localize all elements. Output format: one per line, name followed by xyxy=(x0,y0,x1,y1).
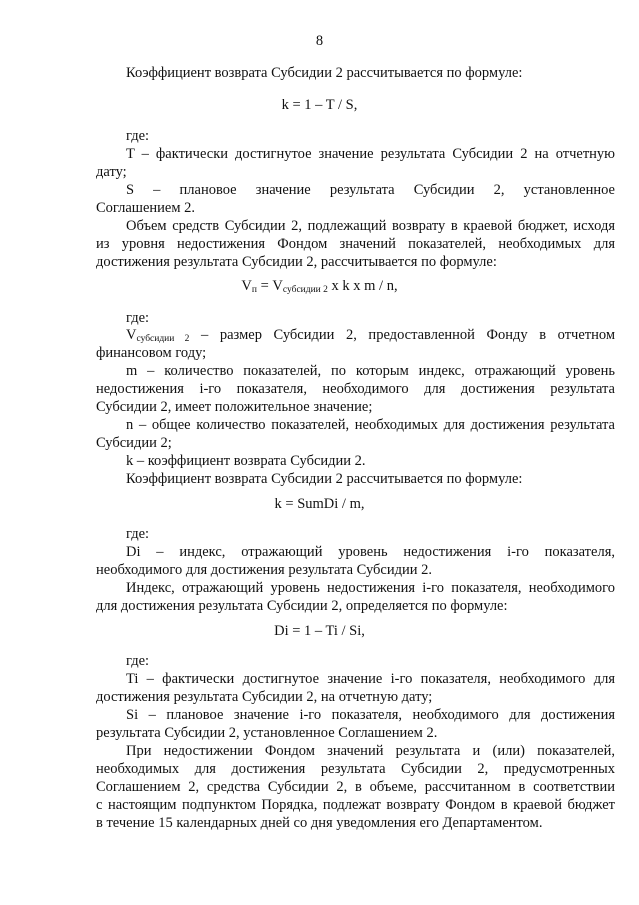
definition-v-text: – размер Субсидии 2, предоставленной Фонду в отчетном xyxy=(189,327,616,343)
formula-di: Di = 1 – Ti / Si, xyxy=(274,623,365,639)
definition-m-line-3: Субсидии 2, имеет положительное значение; xyxy=(96,399,373,415)
where-label-2: где: xyxy=(126,310,150,326)
formula-k-sumdi: k = SumDi / m, xyxy=(274,496,365,512)
where-label-3: где: xyxy=(126,526,150,542)
definition-s-line-2: Соглашением 2. xyxy=(96,200,196,216)
definition-m-line-1: m – количество показателей, по которым индекс, отражающий уровень xyxy=(126,363,615,379)
paragraph-coefficient-intro: Коэффициент возврата Субсидии 2 рассчитывается по формуле: xyxy=(126,65,523,81)
paragraph-final-line-1: При недостижении Фондом значений результата и (или) показателей, xyxy=(126,743,615,759)
where-label-1: где: xyxy=(126,128,150,144)
definition-t-line-2: дату; xyxy=(96,164,127,180)
definition-k: k – коэффициент возврата Субсидии 2. xyxy=(126,453,366,469)
definition-di-line-1: Di – индекс, отражающий уровень недостижения i-го показателя, xyxy=(126,544,615,560)
definition-ti-line-2: достижения результата Субсидии 2, на отчетную дату; xyxy=(96,689,433,705)
paragraph-volume-line-1: Объем средств Субсидии 2, подлежащий возврату в краевой бюджет, исходя xyxy=(126,218,615,234)
definition-n-line-1: n – общее количество показателей, необходимых для достижения результата xyxy=(126,417,615,433)
paragraph-final-line-2: необходимых для достижения результата Субсидии 2, предусмотренных xyxy=(96,761,615,777)
page-number: 8 xyxy=(315,33,324,49)
definition-si-line-1: Si – плановое значение i-го показателя, необходимого для достижения xyxy=(126,707,615,723)
formula-vn-right: x k x m / n, xyxy=(327,278,398,294)
definition-di-line-2: необходимого для достижения результата Субсидии 2. xyxy=(96,562,433,578)
formula-vn-mid: = V xyxy=(257,278,283,294)
formula-vn xyxy=(0,277,639,299)
definition-n-line-2: Субсидии 2; xyxy=(96,435,172,451)
formula-vn-mid-sub: субсидии 2 xyxy=(282,285,328,295)
where-label-4: где: xyxy=(126,653,150,669)
paragraph-final-line-4: с настоящим подпунктом Порядка, подлежат возврату Фондом в краевой бюджет xyxy=(96,797,615,813)
definition-s-line-1: S – плановое значение результата Субсидии 2, установленное xyxy=(126,182,615,198)
paragraph-index-line-2: для достижения результата Субсидии 2, определяется по формуле: xyxy=(96,598,508,614)
formula-k: k = 1 – T / S, xyxy=(281,97,358,113)
definition-v-symbol: V xyxy=(126,327,137,343)
definition-v-sub: субсидии 2 xyxy=(136,334,190,344)
paragraph-volume-line-3: достижения результата Субсидии 2, рассчитывается по формуле: xyxy=(96,254,497,270)
paragraph-final-line-3: Соглашением 2, средства Субсидии 2, в объеме, рассчитанном в соответствии xyxy=(96,779,615,795)
paragraph-final-line-5: в течение 15 календарных дней со дня уведомления его Департаментом. xyxy=(96,815,543,831)
definition-si-line-2: результата Субсидии 2, установленное Соглашением 2. xyxy=(96,725,438,741)
definition-t-line-1: T – фактически достигнутое значение результата Субсидии 2 на отчетную xyxy=(126,146,615,162)
formula-vn-left-sub: п xyxy=(251,285,257,295)
definition-ti-line-1: Ti – фактически достигнутое значение i-го показателя, необходимого для xyxy=(126,671,615,687)
paragraph-volume-line-2: из уровня недостижения Фондом значений показателей, необходимых для xyxy=(96,236,615,252)
definition-v-line-2: финансовом году; xyxy=(96,345,207,361)
formula-vn-left: V xyxy=(241,278,252,294)
definition-m-line-2: недостижения i-го показателя, необходимого для достижения результата xyxy=(96,381,615,397)
paragraph-index-line-1: Индекс, отражающий уровень недостижения i-го показателя, необходимого xyxy=(126,580,615,596)
paragraph-coefficient-2: Коэффициент возврата Субсидии 2 рассчитывается по формуле: xyxy=(126,471,523,487)
